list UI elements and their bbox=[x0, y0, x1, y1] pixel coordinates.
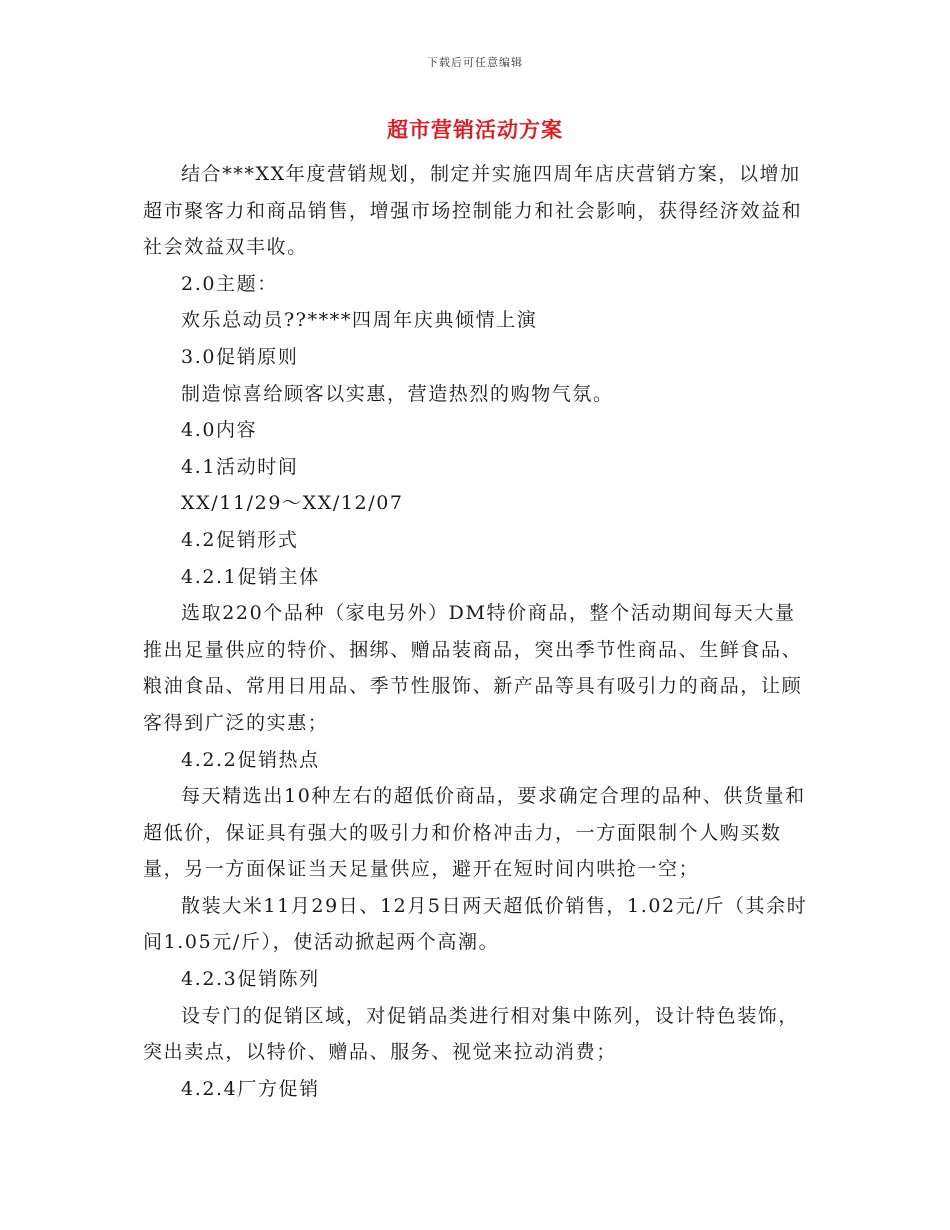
paragraph-intro: 结合***XX年度营销规划，制定并实施四周年店庆营销方案，以增加超市聚客力和商品销售，增强市场控制能力和社会影响，获得经济效益和社会效益双丰收。 bbox=[143, 163, 803, 259]
paragraph-theme: 欢乐总动员??****四周年庆典倾情上演 bbox=[181, 309, 538, 332]
paragraph-time: XX/11/29～XX/12/07 bbox=[181, 492, 404, 515]
paragraph-theme-heading: 2.0主题： bbox=[181, 272, 278, 295]
paragraph-hotspot: 每天精选出10种左右的超低价商品，要求确定合理的品种、供货量和超低价，保证具有强大的吸引力和价格冲击力，一方面限制个人购买数量，另一方面保证当天足量供应，避开在短时间内哄抢一空； bbox=[143, 785, 806, 881]
paragraph-principle: 制造惊喜给顾客以实惠，营造热烈的购物气氛。 bbox=[181, 382, 614, 405]
paragraph-vendor-heading: 4.2.4厂方促销 bbox=[181, 1077, 320, 1100]
paragraph-display-heading: 4.2.3促销陈列 bbox=[181, 968, 320, 991]
paragraph-content-heading: 4.0内容 bbox=[181, 419, 258, 442]
page-header-note: 下载后可任意编辑 bbox=[427, 56, 523, 69]
paragraph-main: 选取220个品种（家电另外）DM特价商品，整个活动期间每天大量推出足量供应的特价、捆绑、赠品装商品，突出季节性商品、生鲜食品、粮油食品、常用日用品、季节性服饰、新产品等具有吸引力的商品，让顾客得到广泛的实惠； bbox=[143, 602, 803, 734]
paragraph-hotspot-heading: 4.2.2促销热点 bbox=[181, 748, 320, 771]
document-body bbox=[143, 156, 813, 1107]
paragraph-time-heading: 4.1活动时间 bbox=[181, 455, 299, 478]
paragraph-rice: 散装大米11月29日、12月5日两天超低价销售，1.02元/斤（其余时间1.05元/斤），使活动掀起两个高潮。 bbox=[143, 894, 808, 954]
paragraph-main-heading: 4.2.1促销主体 bbox=[181, 565, 320, 588]
paragraph-principle-heading: 3.0促销原则 bbox=[181, 345, 299, 368]
paragraph-display: 设专门的促销区域，对促销品类进行相对集中陈列，设计特色装饰，突出卖点，以特价、赠品、服务、视觉来拉动消费； bbox=[143, 1004, 800, 1064]
paragraph-form-heading: 4.2促销形式 bbox=[181, 528, 299, 551]
document-title: 超市营销活动方案 bbox=[387, 117, 563, 142]
